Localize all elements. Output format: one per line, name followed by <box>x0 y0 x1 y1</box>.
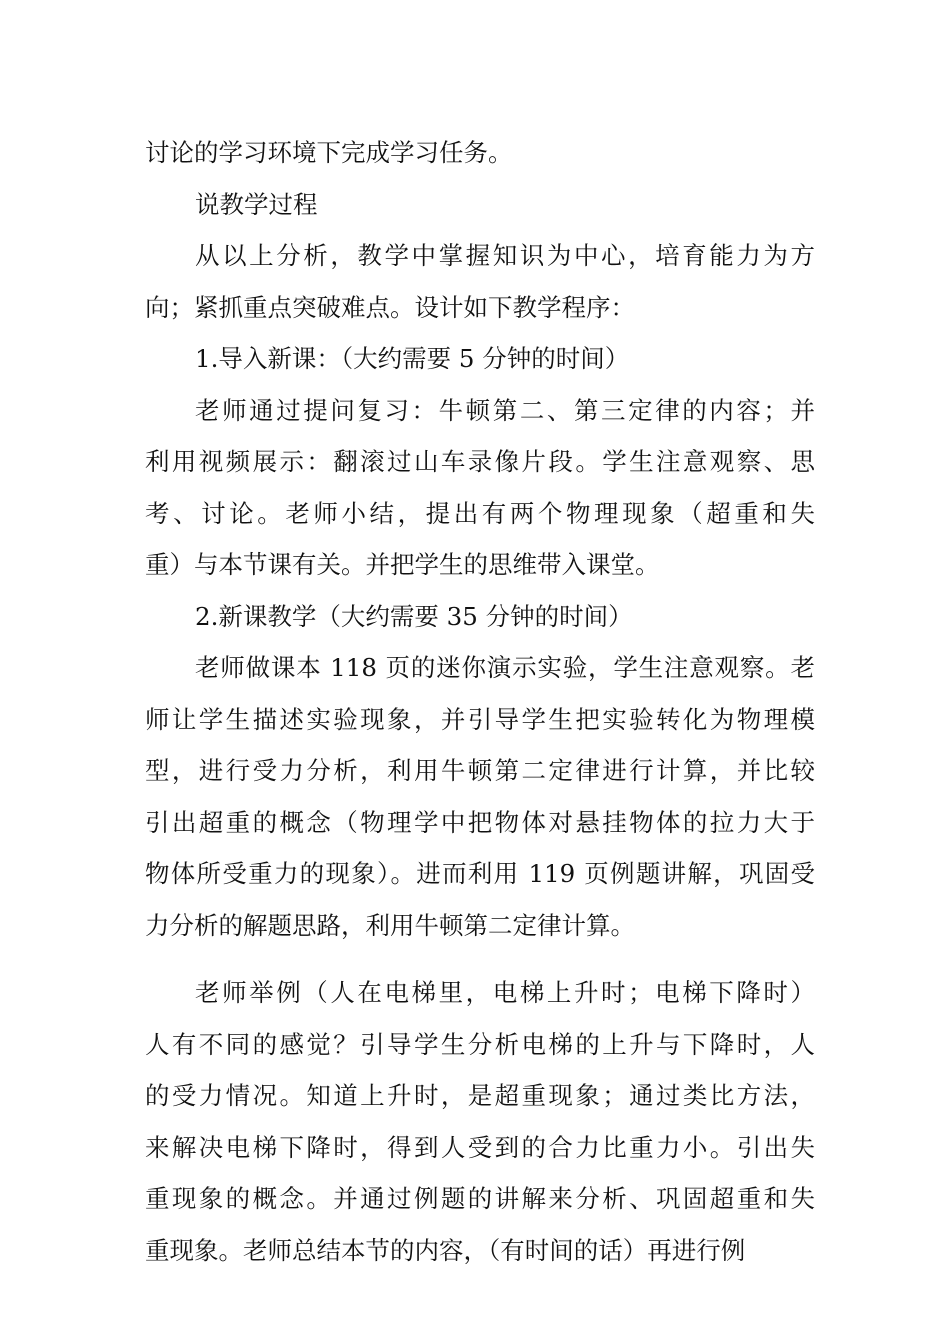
paragraph-line: 利用视频展示：翻滚过山车录像片段。学生注意观察、思 <box>145 447 815 476</box>
paragraph-line: 老师做课本 118 页的迷你演示实验，学生注意观察。老 <box>195 653 815 682</box>
paragraph-line: 说教学过程 <box>195 189 318 219</box>
paragraph-line: 2.新课教学（大约需要 35 分钟的时间） <box>195 601 633 631</box>
paragraph-line: 型，进行受力分析，利用牛顿第二定律进行计算，并比较 <box>145 756 815 785</box>
paragraph-line: 重现象的概念。并通过例题的讲解来分析、巩固超重和失 <box>145 1184 815 1213</box>
paragraph-line: 从以上分析，教学中掌握知识为中心，培育能力为方 <box>195 241 815 270</box>
paragraph-line: 老师举例（人在电梯里，电梯上升时；电梯下降时） <box>195 978 815 1007</box>
paragraph-line: 老师通过提问复习：牛顿第二、第三定律的内容；并 <box>195 395 815 425</box>
paragraph-line: 人有不同的感觉？引导学生分析电梯的上升与下降时，人 <box>145 1029 815 1059</box>
document-body <box>145 127 815 1276</box>
paragraph-line: 向；紧抓重点突破难点。设计如下教学程序： <box>145 292 635 322</box>
paragraph-line: 考、讨论。老师小结，提出有两个物理现象（超重和失 <box>145 498 815 528</box>
paragraph-line: 重现象。老师总结本节的内容，（有时间的话）再进行例 <box>145 1235 746 1265</box>
paragraph-line: 物体所受重力的现象）。进而利用 119 页例题讲解，巩固受 <box>145 859 815 888</box>
paragraph-line: 的受力情况。知道上升时，是超重现象；通过类比方法， <box>145 1081 815 1110</box>
paragraph-line: 师让学生描述实验现象，并引导学生把实验转化为物理模 <box>145 704 815 734</box>
paragraph-line: 来解决电梯下降时，得到人受到的合力比重力小。引出失 <box>145 1132 815 1162</box>
paragraph-line: 重）与本节课有关。并把学生的思维带入课堂。 <box>145 550 660 579</box>
paragraph-line: 力分析的解题思路，利用牛顿第二定律计算。 <box>145 910 635 940</box>
paragraph-line: 引出超重的概念（物理学中把物体对悬挂物体的拉力大于 <box>145 807 815 837</box>
paragraph-line: 1.导入新课：（大约需要 5 分钟的时间） <box>195 344 630 373</box>
paragraph-line: 讨论的学习环境下完成学习任务。 <box>145 138 513 167</box>
paragraph-gap <box>145 951 815 967</box>
